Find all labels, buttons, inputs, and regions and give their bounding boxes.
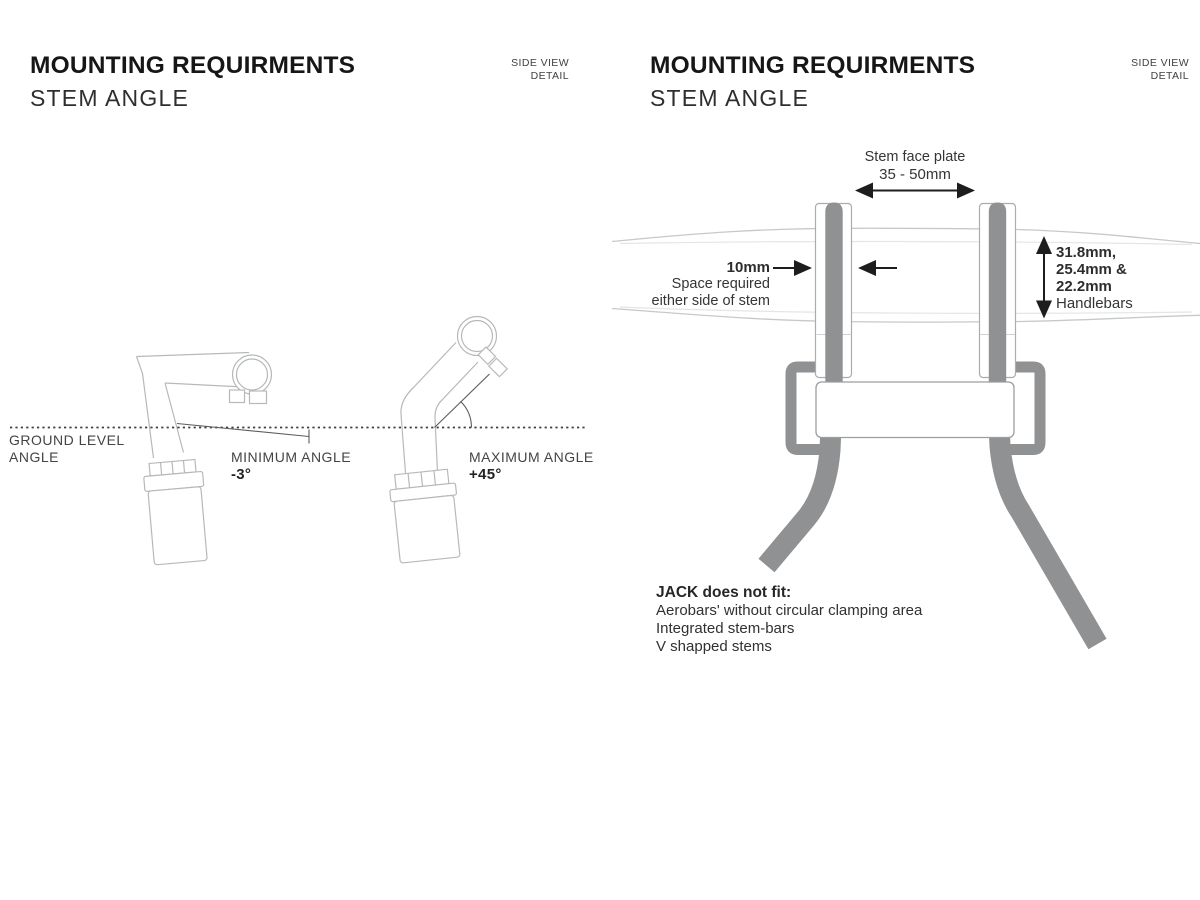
compatibility-item: Aerobars' without circular clamping area (656, 602, 923, 619)
page-subtitle: STEM ANGLE (30, 85, 189, 111)
minimum-angle-label: MINIMUM ANGLE (231, 449, 352, 465)
stem-maximum-angle-drawing (388, 317, 507, 564)
corner-note-line1: SIDE VIEW (1131, 57, 1189, 69)
compatibility-note (656, 583, 922, 656)
corner-note-line1: SIDE VIEW (511, 57, 569, 69)
compatibility-item: Integrated stem-bars (656, 620, 795, 637)
corner-note (429, 57, 569, 83)
compatibility-heading: JACK does not fit: (656, 584, 792, 601)
stem-clamp-ring (458, 317, 497, 356)
corner-note (1049, 57, 1189, 83)
maximum-angle-label: MAXIMUM ANGLE (469, 449, 594, 465)
minimum-angle-indicator (177, 424, 309, 444)
stem-body-drawing (816, 382, 1014, 438)
minimum-angle-value: -3° (231, 466, 252, 483)
page-subtitle: STEM ANGLE (650, 85, 809, 111)
page-title: MOUNTING REQUIRMENTS (650, 52, 976, 79)
stem-clamp-ring (233, 355, 272, 394)
maximum-angle-indicator (435, 374, 490, 428)
corner-note-line2: DETAIL (1150, 70, 1189, 82)
face-plate-label: Stem face plate 35 - 50mm (864, 149, 966, 183)
stem-clearance-channels (816, 204, 1016, 378)
space-required-label: 10mm Space required either side of stem (651, 259, 770, 309)
handlebar-sizes-label: 31.8mm, 25.4mm & 22.2mm Handlebars (1056, 244, 1133, 312)
maximum-angle-value: +45° (469, 466, 502, 483)
compatibility-item: V shapped stems (656, 638, 772, 655)
page-title: MOUNTING REQUIRMENTS (30, 52, 356, 79)
corner-note-line2: DETAIL (530, 70, 569, 82)
ground-level-label: GROUND LEVEL ANGLE (9, 432, 125, 465)
